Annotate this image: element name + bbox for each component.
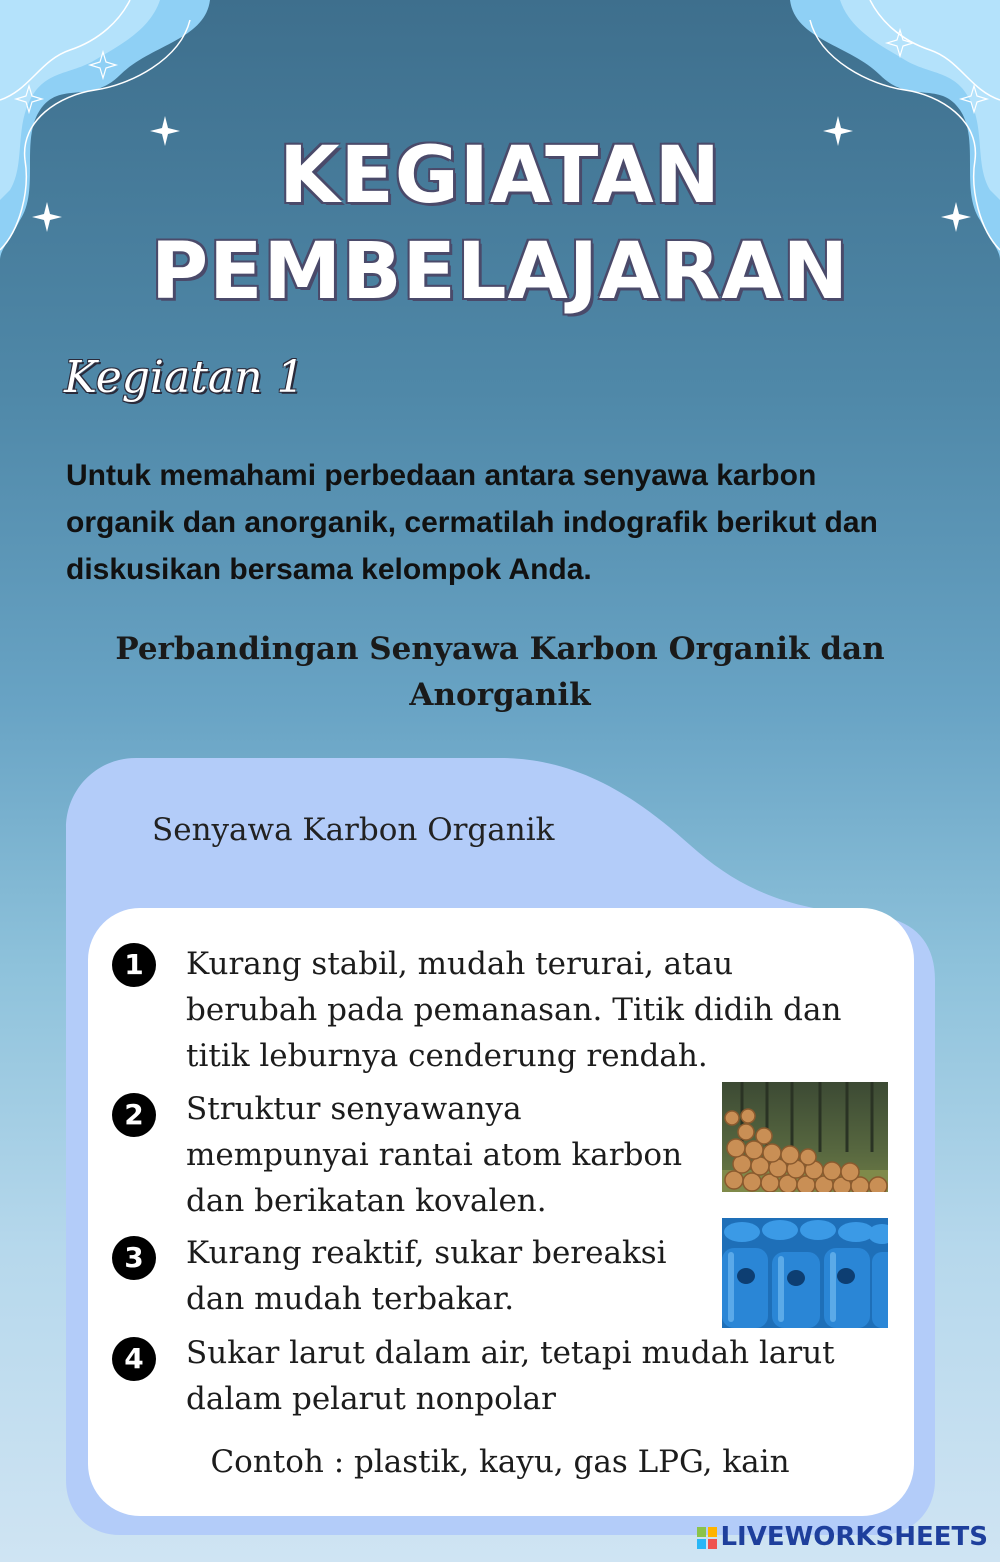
list-item: [186, 1330, 835, 1422]
intro-text: [66, 452, 946, 593]
list-item-line: dan mudah terbakar.: [186, 1281, 515, 1317]
list-item-line: dalam pelarut nonpolar: [186, 1381, 556, 1417]
list-item-line: Kurang reaktif, sukar bereaksi: [186, 1235, 667, 1271]
number-badge-1: 1: [112, 943, 156, 987]
list-item-line: Sukar larut dalam air, tetapi mudah larut: [186, 1335, 835, 1371]
section-heading: [100, 626, 900, 718]
number-badge-2: 2: [112, 1093, 156, 1137]
list-item: [186, 1086, 682, 1224]
section-heading-line: Perbandingan Senyawa Karbon Organik dan: [115, 631, 885, 667]
title-line-2: PEMBELAJARAN: [151, 227, 849, 317]
intro-line: Untuk memahami perbedaan antara senyawa karbon: [66, 459, 817, 492]
liveworksheets-logo-icon: [697, 1527, 717, 1549]
title-line-1: KEGIATAN: [279, 131, 721, 221]
brand-watermark: [697, 1522, 988, 1552]
number-badge-3: 3: [112, 1236, 156, 1280]
page-title: [0, 128, 1000, 320]
intro-line: diskusikan bersama kelompok Anda.: [66, 553, 592, 586]
activity-label: Kegiatan 1: [64, 352, 305, 403]
lpg-cylinders-photo: [722, 1218, 888, 1328]
list-item-line: mempunyai rantai atom karbon: [186, 1137, 683, 1173]
section-heading-line: Anorganik: [409, 677, 591, 713]
panel-title: Senyawa Karbon Organik: [152, 812, 555, 848]
example-text: Contoh : plastik, kayu, gas LPG, kain: [210, 1444, 790, 1480]
brand-name: LIVEWORKSHEETS: [720, 1522, 988, 1552]
list-item-line: dan berikatan kovalen.: [186, 1183, 547, 1219]
list-item-line: berubah pada pemanasan. Titik didih dan: [186, 992, 842, 1028]
intro-line: organik dan anorganik, cermatilah indografik berikut dan: [66, 506, 878, 539]
list-item-line: titik leburnya cenderung rendah.: [186, 1038, 708, 1074]
wood-logs-photo: [722, 1082, 888, 1192]
list-item-line: Struktur senyawanya: [186, 1091, 522, 1127]
list-item-line: Kurang stabil, mudah terurai, atau: [186, 946, 734, 982]
number-badge-4: 4: [112, 1337, 156, 1381]
list-item: [186, 941, 841, 1079]
list-item: [186, 1230, 667, 1322]
